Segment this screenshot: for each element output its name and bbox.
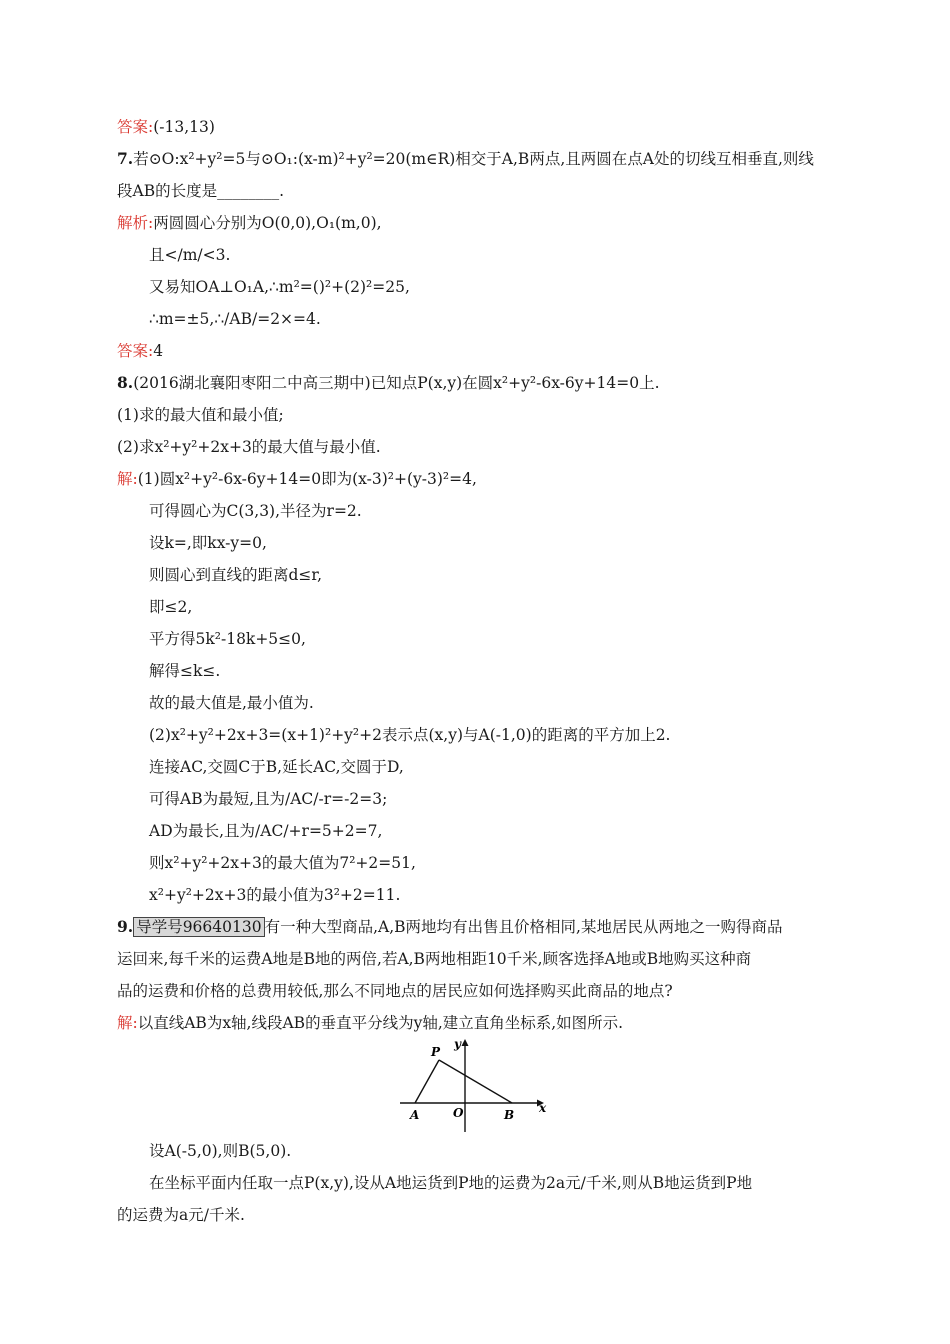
- l32: 的运费为a元/千米.: [117, 1206, 245, 1224]
- answer-text: (-13,13): [153, 118, 215, 136]
- label-y: y: [454, 1037, 461, 1051]
- problem-text: 若⊙O:x²+y²=5与⊙O₁:(x-m)²+y²=20(m∈R)相交于A,B两点,且两圆在点A处的切线互相垂直,则线: [133, 150, 814, 168]
- l17: 平方得5k²-18k+5≤0,: [149, 630, 306, 648]
- l19: 故的最大值是,最小值为.: [149, 694, 314, 712]
- segment-pb: [439, 1060, 512, 1103]
- l16: 即≤2,: [149, 598, 193, 616]
- l31: 在坐标平面内任取一点P(x,y),设从A地运货到P地的运费为2a元/千米,则从B地运货到P地: [149, 1174, 753, 1192]
- l24: 则x²+y²+2x+3的最大值为7²+2=51,: [149, 854, 416, 872]
- label-a: A: [410, 1108, 420, 1122]
- l25: x²+y²+2x+3的最小值为3²+2=11.: [149, 886, 401, 904]
- l14: 设k=,即kx-y=0,: [149, 534, 267, 552]
- l30: 设A(-5,0),则B(5,0).: [149, 1142, 292, 1160]
- solution-label: 解:: [117, 470, 138, 488]
- l22: 可得AB为最短,且为/AC/-r=-2=3;: [149, 790, 388, 808]
- problem-text: 有一种大型商品,A,B两地均有出售且价格相同,某地居民从两地之一购得商品: [264, 918, 783, 936]
- l2: [117, 149, 814, 169]
- l27: 运回来,每千米的运费A地是B地的两倍,若A,B两地相距10千米,顾客选择A地或B地购买这种商: [117, 950, 752, 968]
- l28: 品的运费和价格的总费用较低,那么不同地点的居民应如何选择购买此商品的地点?: [117, 982, 673, 1000]
- l15: 则圆心到直线的距离d≤r,: [149, 566, 323, 584]
- l26: [117, 917, 782, 937]
- segment-pa: [415, 1060, 439, 1103]
- y-axis-arrow: [462, 1039, 469, 1046]
- l1: [117, 117, 215, 137]
- label-p: P: [431, 1045, 441, 1059]
- l29: [117, 1013, 623, 1033]
- l8: [117, 341, 163, 361]
- solution-label: 解:: [117, 1014, 138, 1032]
- l12: [117, 469, 477, 489]
- l6: 又易知OA⊥O₁A,∴m²=()²+(2)²=25,: [149, 278, 410, 296]
- l11: (2)求x²+y²+2x+3的最大值与最小值.: [117, 438, 381, 456]
- l21: 连接AC,交圆C于B,延长AC,交圆于D,: [149, 758, 404, 776]
- l3: 段AB的长度是________.: [117, 182, 285, 200]
- l23: AD为最长,且为/AC/+r=5+2=7,: [149, 822, 383, 840]
- label-o: O: [453, 1106, 464, 1120]
- guide-number-box[interactable]: 导学号96640130: [133, 917, 264, 937]
- answer-label: 答案:: [117, 118, 154, 136]
- solution-text: 以直线AB为x轴,线段AB的垂直平分线为y轴,建立直角坐标系,如图所示.: [137, 1014, 624, 1032]
- l9: [117, 373, 660, 393]
- l13: 可得圆心为C(3,3),半径为r=2.: [149, 502, 362, 520]
- answer-label: 答案:: [117, 342, 154, 360]
- l7: ∴m=±5,∴/AB/=2×=4.: [149, 310, 321, 328]
- l4: [117, 213, 382, 233]
- problem-number: 7.: [117, 149, 134, 168]
- l10: (1)求的最大值和最小值;: [117, 406, 284, 424]
- label-x: x: [539, 1101, 547, 1115]
- analysis-label: 解析:: [117, 214, 154, 232]
- problem-number: 9.: [117, 917, 134, 936]
- solution-text: (1)圆x²+y²-6x-6y+14=0即为(x-3)²+(y-3)²=4,: [137, 470, 477, 488]
- l5: 且</m/<3.: [149, 246, 231, 264]
- l20: (2)x²+y²+2x+3=(x+1)²+y²+2表示点(x,y)与A(-1,0)的距离的平方加上2.: [149, 726, 671, 744]
- problem-text: (2016湖北襄阳枣阳二中高三期中)已知点P(x,y)在圆x²+y²-6x-6y+14=0上.: [133, 374, 660, 392]
- label-b: B: [504, 1108, 515, 1122]
- answer-text: 4: [153, 342, 164, 360]
- coordinate-figure: [395, 1036, 560, 1136]
- l18: 解得≤k≤.: [149, 662, 221, 680]
- problem-number: 8.: [117, 373, 134, 392]
- analysis-text: 两圆圆心分别为O(0,0),O₁(m,0),: [153, 214, 382, 232]
